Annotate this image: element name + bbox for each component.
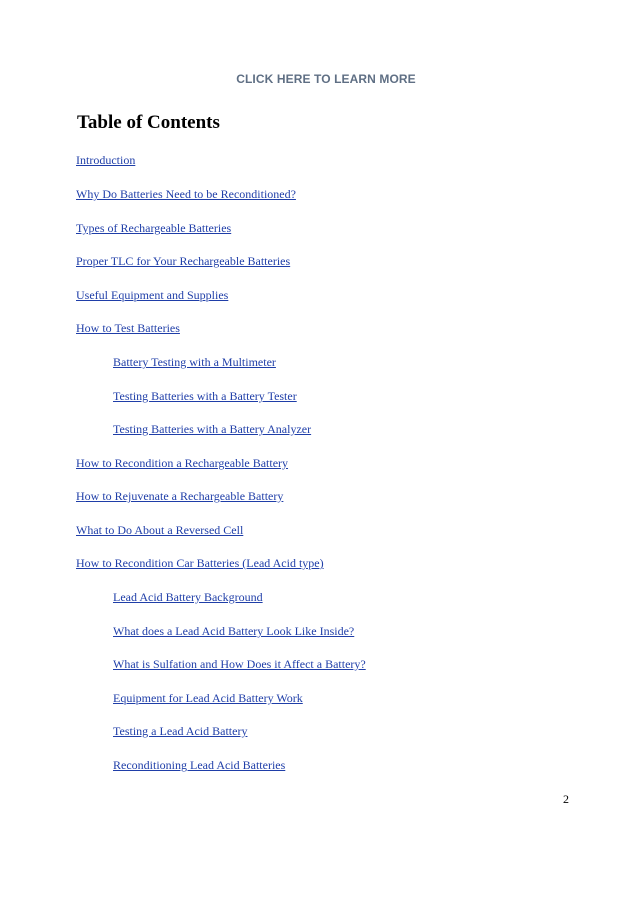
toc-link-rejuvenate-rechargeable[interactable]: How to Rejuvenate a Rechargeable Battery <box>76 489 284 503</box>
toc-link-lead-acid-equipment[interactable]: Equipment for Lead Acid Battery Work <box>113 691 303 705</box>
learn-more-link[interactable]: CLICK HERE TO LEARN MORE <box>236 72 416 86</box>
toc-link-equipment-supplies[interactable]: Useful Equipment and Supplies <box>76 288 229 302</box>
toc-link-battery-analyzer[interactable]: Testing Batteries with a Battery Analyzer <box>113 422 312 436</box>
toc-link-multimeter-testing[interactable]: Battery Testing with a Multimeter <box>113 355 276 369</box>
toc-link-lead-acid-inside[interactable]: What does a Lead Acid Battery Look Like Inside? <box>113 624 355 638</box>
page-number: 2 <box>563 792 569 806</box>
toc-link-types-of-batteries[interactable]: Types of Rechargeable Batteries <box>76 221 232 235</box>
toc-link-how-to-test[interactable]: How to Test Batteries <box>76 321 180 335</box>
toc-link-recondition-car-batteries[interactable]: How to Recondition Car Batteries (Lead Acid type) <box>76 556 324 570</box>
toc-link-lead-acid-background[interactable]: Lead Acid Battery Background <box>113 590 263 604</box>
toc-link-battery-tester[interactable]: Testing Batteries with a Battery Tester <box>113 389 297 403</box>
toc-link-proper-tlc[interactable]: Proper TLC for Your Rechargeable Batteries <box>76 254 291 268</box>
toc-link-sulfation[interactable]: What is Sulfation and How Does it Affect a Battery? <box>113 657 366 671</box>
table-of-contents-heading: Table of Contents <box>77 112 220 133</box>
toc-link-reversed-cell[interactable]: What to Do About a Reversed Cell <box>76 523 244 537</box>
toc-link-recondition-rechargeable[interactable]: How to Recondition a Rechargeable Battery <box>76 456 289 470</box>
toc-link-introduction[interactable]: Introduction <box>76 153 136 167</box>
toc-link-reconditioning-lead-acid[interactable]: Reconditioning Lead Acid Batteries <box>113 758 286 772</box>
toc-link-testing-lead-acid[interactable]: Testing a Lead Acid Battery <box>113 724 248 738</box>
toc-link-why-recondition[interactable]: Why Do Batteries Need to be Reconditioned? <box>76 187 296 201</box>
